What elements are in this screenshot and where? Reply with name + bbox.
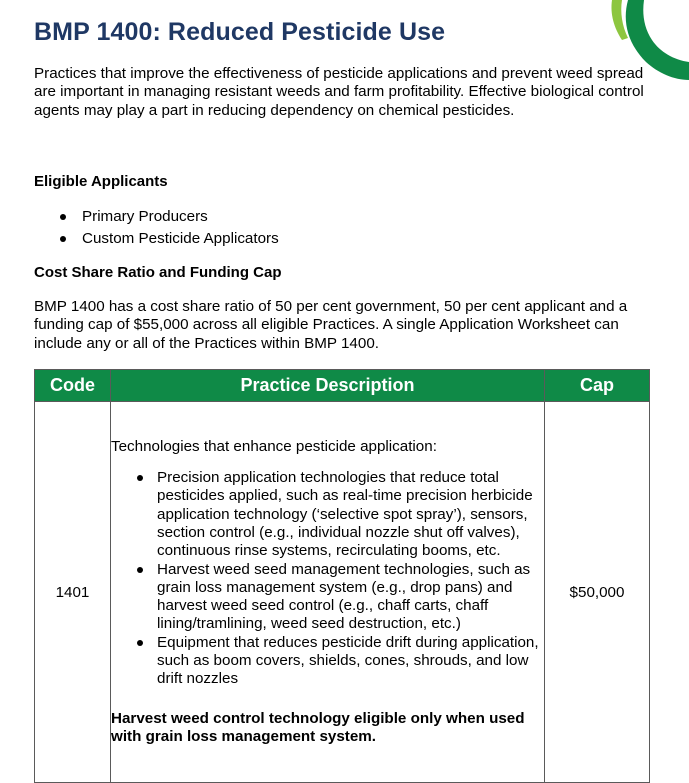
- column-header-description: Practice Description: [111, 370, 545, 402]
- column-header-code: Code: [35, 370, 111, 402]
- cost-share-paragraph: BMP 1400 has a cost share ratio of 50 per cent government, 50 per cent applicant and a funding cap of $55,000 across all eligible Practices. A single Application Worksheet can include any or all of the Practices within BMP 1400.: [34, 298, 628, 352]
- practice-table: [34, 369, 650, 783]
- eligible-applicants-heading: Eligible Applicants: [34, 173, 168, 190]
- practice-cap: $50,000: [545, 402, 650, 783]
- description-lead: Technologies that enhance pesticide application:: [111, 437, 437, 455]
- cost-share-heading: Cost Share Ratio and Funding Cap: [34, 264, 282, 281]
- list-item: Equipment that reduces pesticide drift during application, such as boom covers, shields, cones, shrouds, and low drift nozzles: [157, 634, 544, 689]
- eligibility-note: Harvest weed control technology eligible only when used with grain loss management system.: [111, 709, 525, 745]
- table-header-row: [35, 370, 650, 402]
- practice-code: 1401: [35, 402, 111, 783]
- intro-paragraph: Practices that improve the effectiveness of pesticide applications and prevent weed spread are important in managing resistant weeds and farm profitability. Effective biological control agents may play a part in reducing dependency on chemical pesticides.: [34, 65, 644, 119]
- list-item: Custom Pesticide Applicators: [56, 228, 279, 250]
- table-row: [35, 402, 650, 783]
- column-header-cap: Cap: [545, 370, 650, 402]
- practice-description: [111, 402, 545, 783]
- list-item: Precision application technologies that reduce total pesticides applied, such as real-time precision herbicide application technology (‘selective spot spray’), sensors, section control (e.g., individual nozzle shut off valves), continuous rinse systems, recirculating booms, etc.: [157, 469, 544, 560]
- technology-list: [111, 469, 544, 689]
- list-item: Primary Producers: [56, 206, 279, 228]
- eligible-applicants-list: [56, 206, 279, 249]
- list-item: Harvest weed seed management technologies, such as grain loss management system (e.g., drop pans) and harvest weed seed control (e.g., chaff carts, chaff lining/tramlining, weed seed destruction, etc.): [157, 561, 544, 634]
- page-title: BMP 1400: Reduced Pesticide Use: [34, 18, 446, 46]
